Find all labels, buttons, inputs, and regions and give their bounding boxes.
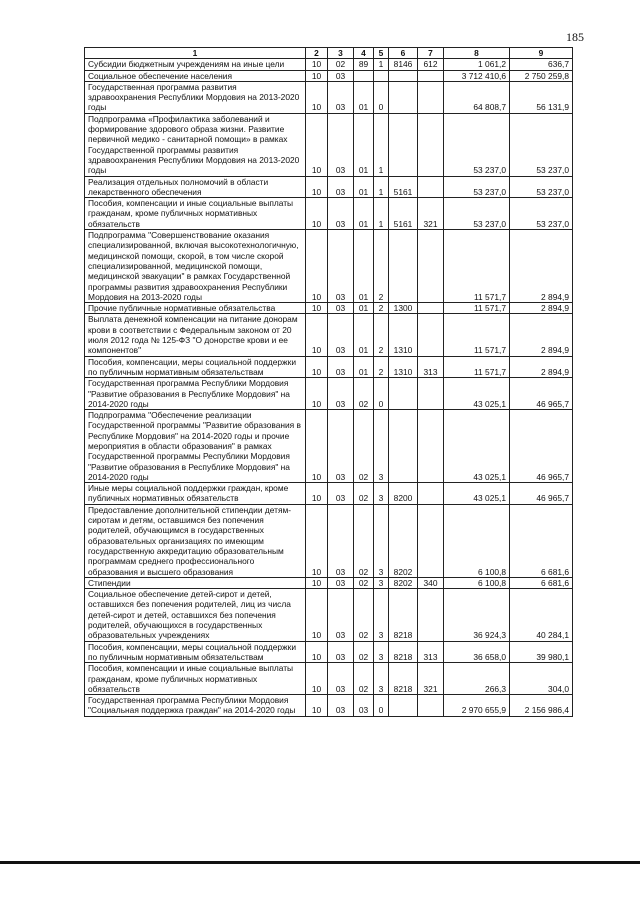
direction-code-cell: 5161 xyxy=(389,198,418,230)
table-row xyxy=(85,198,573,230)
header-cell: 9 xyxy=(510,48,573,59)
header-cell: 2 xyxy=(306,48,328,59)
amount-year-1-cell: 266,3 xyxy=(444,663,510,695)
program-code-cell: 01 xyxy=(354,314,374,356)
expense-type-cell xyxy=(418,483,444,505)
direction-code-cell: 8218 xyxy=(389,589,418,641)
direction-code-cell: 8218 xyxy=(389,663,418,695)
program-code-cell: 01 xyxy=(354,176,374,198)
subsection-code-cell: 03 xyxy=(328,378,354,410)
header-cell: 5 xyxy=(374,48,389,59)
table-row xyxy=(85,641,573,663)
subprogram-code-cell: 2 xyxy=(374,314,389,356)
table-row xyxy=(85,59,573,70)
program-code-cell: 02 xyxy=(354,504,374,577)
program-code-cell: 02 xyxy=(354,589,374,641)
section-code-cell: 10 xyxy=(306,314,328,356)
item-name-cell: Подпрограмма "Обеспечение реализации Государственной программы "Развитие образования в Республике Мордовия" на 2014-2020 годы и прочие мероприятия в области образования" в рамках Государственной программы Республики Мордовия "Развитие образования в Республике Мордовия" на 2014-2020 годы xyxy=(85,410,306,483)
subsection-code-cell: 03 xyxy=(328,303,354,314)
subprogram-code-cell xyxy=(374,70,389,81)
amount-year-1-cell: 11 571,7 xyxy=(444,303,510,314)
expense-type-cell xyxy=(418,230,444,303)
subsection-code-cell: 03 xyxy=(328,230,354,303)
amount-year-2-cell: 2 894,9 xyxy=(510,303,573,314)
amount-year-2-cell: 46 965,7 xyxy=(510,483,573,505)
subsection-code-cell: 03 xyxy=(328,356,354,378)
table-row xyxy=(85,695,573,717)
subsection-code-cell: 03 xyxy=(328,176,354,198)
subprogram-code-cell: 2 xyxy=(374,230,389,303)
table-row xyxy=(85,504,573,577)
program-code-cell: 01 xyxy=(354,230,374,303)
section-code-cell: 10 xyxy=(306,695,328,717)
section-code-cell: 10 xyxy=(306,113,328,176)
expense-type-cell xyxy=(418,314,444,356)
program-code-cell: 03 xyxy=(354,695,374,717)
amount-year-1-cell: 6 100,8 xyxy=(444,504,510,577)
amount-year-2-cell: 304,0 xyxy=(510,663,573,695)
table-row xyxy=(85,410,573,483)
subsection-code-cell: 03 xyxy=(328,198,354,230)
subsection-code-cell: 03 xyxy=(328,410,354,483)
direction-code-cell xyxy=(389,230,418,303)
item-name-cell: Пособия, компенсации, меры социальной поддержки по публичным нормативным обязательствам xyxy=(85,356,306,378)
item-name-cell: Подпрограмма "Совершенствование оказания специализированной, включая высокотехнологичную, медицинской помощи, скорой, в том числе скорой специализированной, медицинской помощи, медицинской эвакуации" в рамках Государственной программы развития здравоохранения Республики Мордовия на 2013-2020 годы xyxy=(85,230,306,303)
item-name-cell: Предоставление дополнительной стипендии детям-сиротам и детям, оставшимся без попечения родителей, обучающимся в государственных образовательных организациях по имеющим государственную аккредитацию образовательным программам среднего профессионального образования и высшего образования xyxy=(85,504,306,577)
expense-type-cell xyxy=(418,176,444,198)
expense-type-cell: 313 xyxy=(418,356,444,378)
subprogram-code-cell: 0 xyxy=(374,695,389,717)
amount-year-1-cell: 11 571,7 xyxy=(444,314,510,356)
header-cell: 8 xyxy=(444,48,510,59)
expense-type-cell xyxy=(418,504,444,577)
subsection-code-cell: 03 xyxy=(328,504,354,577)
item-name-cell: Государственная программа Республики Мордовия "Развитие образования в Республике Мордовия" на 2014-2020 годы xyxy=(85,378,306,410)
table-row xyxy=(85,81,573,113)
program-code-cell: 01 xyxy=(354,81,374,113)
direction-code-cell: 8146 xyxy=(389,59,418,70)
amount-year-2-cell: 6 681,6 xyxy=(510,577,573,588)
expense-type-cell xyxy=(418,410,444,483)
subprogram-code-cell: 0 xyxy=(374,81,389,113)
subsection-code-cell: 03 xyxy=(328,483,354,505)
amount-year-1-cell: 53 237,0 xyxy=(444,176,510,198)
table-row xyxy=(85,589,573,641)
table-row xyxy=(85,176,573,198)
program-code-cell: 01 xyxy=(354,356,374,378)
amount-year-2-cell: 2 750 259,8 xyxy=(510,70,573,81)
item-name-cell: Субсидии бюджетным учреждениям на иные цели xyxy=(85,59,306,70)
amount-year-2-cell: 39 980,1 xyxy=(510,641,573,663)
section-code-cell: 10 xyxy=(306,577,328,588)
direction-code-cell: 8218 xyxy=(389,641,418,663)
expense-type-cell: 321 xyxy=(418,663,444,695)
direction-code-cell xyxy=(389,410,418,483)
item-name-cell: Прочие публичные нормативные обязательства xyxy=(85,303,306,314)
expense-type-cell: 340 xyxy=(418,577,444,588)
section-code-cell: 10 xyxy=(306,589,328,641)
amount-year-2-cell: 53 237,0 xyxy=(510,198,573,230)
subsection-code-cell: 03 xyxy=(328,695,354,717)
direction-code-cell: 8202 xyxy=(389,577,418,588)
amount-year-2-cell: 46 965,7 xyxy=(510,378,573,410)
section-code-cell: 10 xyxy=(306,176,328,198)
subprogram-code-cell: 3 xyxy=(374,663,389,695)
item-name-cell: Иные меры социальной поддержки граждан, кроме публичных нормативных обязательств xyxy=(85,483,306,505)
amount-year-1-cell: 43 025,1 xyxy=(444,483,510,505)
amount-year-1-cell: 53 237,0 xyxy=(444,113,510,176)
amount-year-1-cell: 43 025,1 xyxy=(444,410,510,483)
section-code-cell: 10 xyxy=(306,504,328,577)
subsection-code-cell: 03 xyxy=(328,314,354,356)
amount-year-2-cell: 56 131,9 xyxy=(510,81,573,113)
expense-type-cell xyxy=(418,113,444,176)
table-header-row xyxy=(85,48,573,59)
table-row xyxy=(85,70,573,81)
subsection-code-cell: 03 xyxy=(328,641,354,663)
amount-year-1-cell: 64 808,7 xyxy=(444,81,510,113)
section-code-cell: 10 xyxy=(306,663,328,695)
subsection-code-cell: 03 xyxy=(328,70,354,81)
item-name-cell: Государственная программа развития здравоохранения Республики Мордовия на 2013-2020 годы xyxy=(85,81,306,113)
table-row xyxy=(85,483,573,505)
direction-code-cell: 1300 xyxy=(389,303,418,314)
direction-code-cell: 1310 xyxy=(389,314,418,356)
subsection-code-cell: 03 xyxy=(328,81,354,113)
program-code-cell: 02 xyxy=(354,483,374,505)
amount-year-2-cell: 46 965,7 xyxy=(510,410,573,483)
program-code-cell: 01 xyxy=(354,198,374,230)
amount-year-1-cell: 53 237,0 xyxy=(444,198,510,230)
section-code-cell: 10 xyxy=(306,59,328,70)
item-name-cell: Стипендии xyxy=(85,577,306,588)
amount-year-1-cell: 3 712 410,6 xyxy=(444,70,510,81)
direction-code-cell: 8202 xyxy=(389,504,418,577)
section-code-cell: 10 xyxy=(306,410,328,483)
item-name-cell: Пособия, компенсации и иные социальные выплаты гражданам, кроме публичных нормативных обязательств xyxy=(85,198,306,230)
section-code-cell: 10 xyxy=(306,198,328,230)
subprogram-code-cell: 3 xyxy=(374,641,389,663)
amount-year-1-cell: 36 924,3 xyxy=(444,589,510,641)
section-code-cell: 10 xyxy=(306,378,328,410)
subprogram-code-cell: 2 xyxy=(374,356,389,378)
program-code-cell: 01 xyxy=(354,303,374,314)
table-row xyxy=(85,314,573,356)
item-name-cell: Подпрограмма «Профилактика заболеваний и формирование здорового образа жизни. Развитие первичной медико - санитарной помощи» в рамках Государственной программы развития здравоохранения Республики Мордовия на 2013-2020 годы xyxy=(85,113,306,176)
table-row xyxy=(85,303,573,314)
amount-year-2-cell: 2 894,9 xyxy=(510,356,573,378)
subprogram-code-cell: 2 xyxy=(374,303,389,314)
amount-year-2-cell: 53 237,0 xyxy=(510,176,573,198)
section-code-cell: 10 xyxy=(306,356,328,378)
subsection-code-cell: 03 xyxy=(328,589,354,641)
section-code-cell: 10 xyxy=(306,641,328,663)
program-code-cell: 02 xyxy=(354,410,374,483)
expense-type-cell xyxy=(418,589,444,641)
amount-year-1-cell: 43 025,1 xyxy=(444,378,510,410)
amount-year-2-cell: 2 894,9 xyxy=(510,230,573,303)
amount-year-1-cell: 11 571,7 xyxy=(444,230,510,303)
amount-year-2-cell: 40 284,1 xyxy=(510,589,573,641)
expense-type-cell: 313 xyxy=(418,641,444,663)
subprogram-code-cell: 3 xyxy=(374,410,389,483)
amount-year-1-cell: 36 658,0 xyxy=(444,641,510,663)
subprogram-code-cell: 3 xyxy=(374,483,389,505)
program-code-cell: 02 xyxy=(354,663,374,695)
program-code-cell: 02 xyxy=(354,641,374,663)
table-row xyxy=(85,663,573,695)
budget-table xyxy=(84,47,573,717)
direction-code-cell xyxy=(389,113,418,176)
item-name-cell: Пособия, компенсации и иные социальные выплаты гражданам, кроме публичных нормативных обязательств xyxy=(85,663,306,695)
subprogram-code-cell: 1 xyxy=(374,113,389,176)
expense-type-cell: 321 xyxy=(418,198,444,230)
subprogram-code-cell: 1 xyxy=(374,176,389,198)
amount-year-2-cell: 53 237,0 xyxy=(510,113,573,176)
table-row xyxy=(85,230,573,303)
amount-year-2-cell: 6 681,6 xyxy=(510,504,573,577)
expense-type-cell: 612 xyxy=(418,59,444,70)
program-code-cell: 02 xyxy=(354,378,374,410)
program-code-cell xyxy=(354,70,374,81)
table-row xyxy=(85,113,573,176)
section-code-cell: 10 xyxy=(306,483,328,505)
direction-code-cell: 8200 xyxy=(389,483,418,505)
subprogram-code-cell: 1 xyxy=(374,59,389,70)
page-number: 185 xyxy=(566,30,584,44)
section-code-cell: 10 xyxy=(306,70,328,81)
item-name-cell: Социальное обеспечение населения xyxy=(85,70,306,81)
expense-type-cell xyxy=(418,70,444,81)
program-code-cell: 02 xyxy=(354,577,374,588)
expense-type-cell xyxy=(418,378,444,410)
page-bottom-rule xyxy=(0,861,640,864)
subprogram-code-cell: 1 xyxy=(374,198,389,230)
subsection-code-cell: 03 xyxy=(328,663,354,695)
item-name-cell: Выплата денежной компенсации на питание донорам крови в соответствии с Федеральным законом от 20 июля 2012 года № 125-ФЗ "О донорстве крови и ее компонентов" xyxy=(85,314,306,356)
section-code-cell: 10 xyxy=(306,230,328,303)
amount-year-1-cell: 1 061,2 xyxy=(444,59,510,70)
amount-year-1-cell: 6 100,8 xyxy=(444,577,510,588)
direction-code-cell xyxy=(389,70,418,81)
expense-type-cell xyxy=(418,695,444,717)
subsection-code-cell: 03 xyxy=(328,113,354,176)
amount-year-2-cell: 636,7 xyxy=(510,59,573,70)
amount-year-2-cell: 2 894,9 xyxy=(510,314,573,356)
item-name-cell: Социальное обеспечение детей-сирот и детей, оставшихся без попечения родителей, лиц из числа детей-сирот и детей, оставшихся без попечения родителей, обучающихся в государственных образовательных учреждениях xyxy=(85,589,306,641)
direction-code-cell xyxy=(389,378,418,410)
section-code-cell: 10 xyxy=(306,303,328,314)
section-code-cell: 10 xyxy=(306,81,328,113)
program-code-cell: 01 xyxy=(354,113,374,176)
item-name-cell: Пособия, компенсации, меры социальной поддержки по публичным нормативным обязательствам xyxy=(85,641,306,663)
subsection-code-cell: 02 xyxy=(328,59,354,70)
subprogram-code-cell: 0 xyxy=(374,378,389,410)
table-row xyxy=(85,577,573,588)
direction-code-cell xyxy=(389,695,418,717)
subprogram-code-cell: 3 xyxy=(374,504,389,577)
header-cell: 1 xyxy=(85,48,306,59)
subprogram-code-cell: 3 xyxy=(374,589,389,641)
subprogram-code-cell: 3 xyxy=(374,577,389,588)
table-row xyxy=(85,356,573,378)
direction-code-cell xyxy=(389,81,418,113)
header-cell: 7 xyxy=(418,48,444,59)
program-code-cell: 89 xyxy=(354,59,374,70)
amount-year-1-cell: 11 571,7 xyxy=(444,356,510,378)
item-name-cell: Реализация отдельных полномочий в области лекарственного обеспечения xyxy=(85,176,306,198)
amount-year-2-cell: 2 156 986,4 xyxy=(510,695,573,717)
table-row xyxy=(85,378,573,410)
expense-type-cell xyxy=(418,81,444,113)
direction-code-cell: 5161 xyxy=(389,176,418,198)
header-cell: 4 xyxy=(354,48,374,59)
direction-code-cell: 1310 xyxy=(389,356,418,378)
header-cell: 6 xyxy=(389,48,418,59)
amount-year-1-cell: 2 970 655,9 xyxy=(444,695,510,717)
subsection-code-cell: 03 xyxy=(328,577,354,588)
item-name-cell: Государственная программа Республики Мордовия "Социальная поддержка граждан" на 2014-2020 годы xyxy=(85,695,306,717)
header-cell: 3 xyxy=(328,48,354,59)
expense-type-cell xyxy=(418,303,444,314)
